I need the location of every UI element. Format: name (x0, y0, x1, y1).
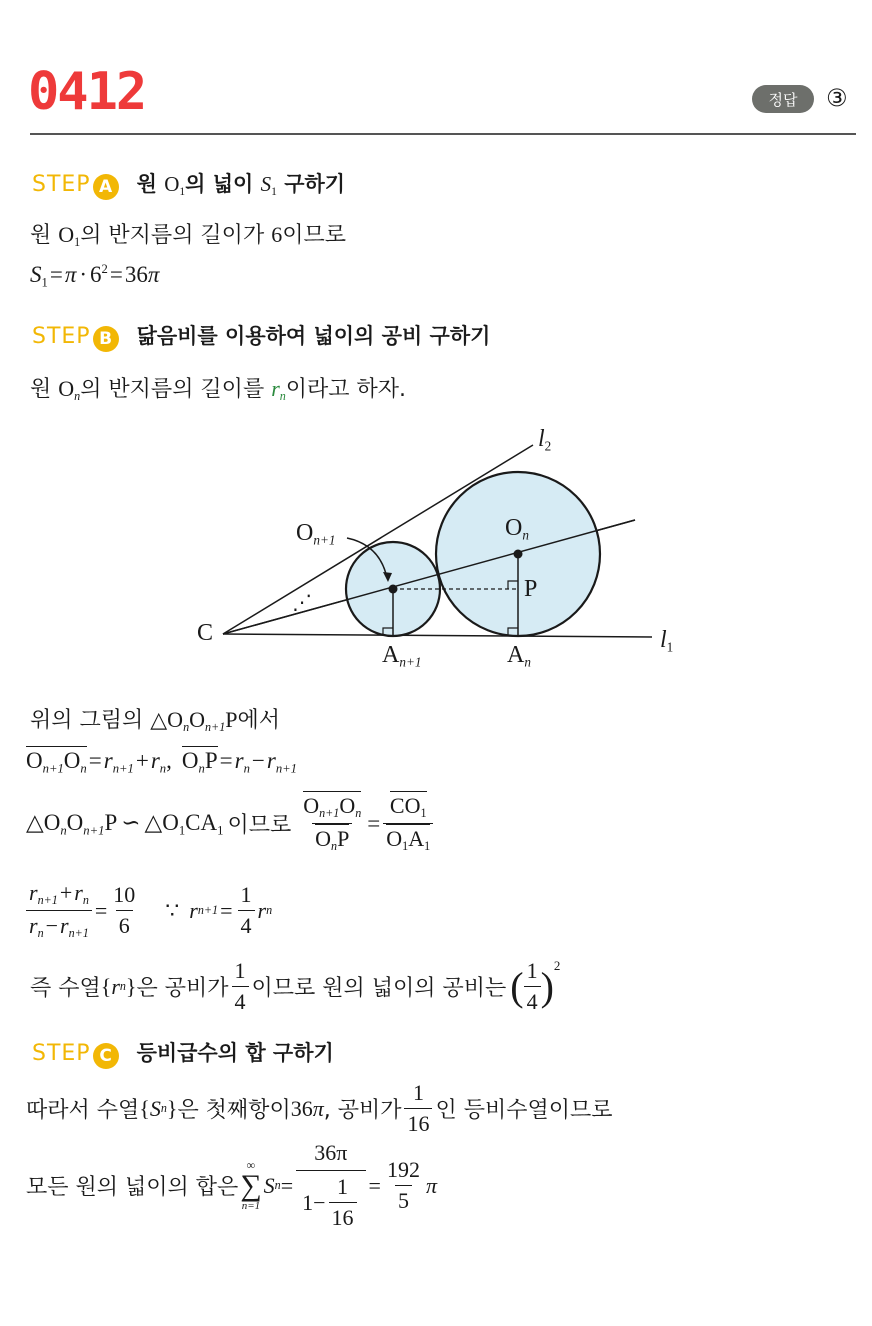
math: O (303, 793, 320, 818)
deriv-line5 (30, 958, 560, 1015)
step-b-badge: B (93, 326, 119, 352)
frac-den: 16 (404, 1108, 432, 1137)
math: O (339, 793, 356, 818)
text: 의 반지름의 길이를 (80, 377, 272, 402)
math-sub: n+1 (68, 926, 89, 941)
sigma-notation (240, 1159, 261, 1212)
step-a-title-text1: 원 (136, 172, 165, 196)
text: 은 첫째항이 (177, 1098, 291, 1123)
diagram-dots: ⋰ (292, 590, 312, 614)
label: l (538, 426, 545, 452)
math-O: O (58, 376, 75, 401)
step-c-badge: C (93, 1043, 119, 1069)
math: O (63, 748, 81, 773)
math-sup: 2 (101, 262, 108, 277)
step-c-heading (32, 1037, 334, 1069)
math-paren: ) (540, 964, 554, 1009)
math-sub: 1 (178, 822, 186, 837)
problem-number: 0412 (28, 62, 146, 122)
sigma-upper: ∞ (246, 1158, 256, 1172)
math-r: r (189, 897, 198, 923)
frac-num: 1 (337, 1174, 349, 1199)
header-divider (30, 133, 856, 135)
math-brace: } (125, 973, 137, 999)
math-sub: n+1 (83, 822, 105, 837)
math-brace: { (100, 973, 112, 999)
math-comma: , (166, 748, 172, 773)
frac-den: 5 (395, 1185, 412, 1214)
frac-num: 1 (234, 958, 246, 983)
frac-num (26, 880, 92, 910)
frac-num: 1 (412, 1080, 424, 1105)
math-S: S (30, 262, 42, 287)
math-sub: n+1 (112, 761, 134, 776)
step-a-line2 (30, 262, 159, 290)
label: O (296, 520, 314, 546)
math-sub: n (37, 926, 44, 941)
math-sub: n+1 (275, 761, 297, 776)
math-pi: π (425, 1172, 437, 1198)
math: O (66, 809, 84, 835)
sigma-lower: n=1 (241, 1200, 261, 1212)
math-r: r (60, 913, 69, 939)
math-r: r (111, 973, 120, 999)
math-r: r (74, 880, 83, 905)
step-c-label: STEP (32, 1041, 91, 1066)
math-sub: 1 (217, 822, 224, 837)
sum-fraction (296, 1140, 365, 1231)
frac-den: 4 (238, 910, 255, 939)
step-a-title-S: S (260, 172, 272, 196)
math-num: 6 (90, 262, 102, 287)
fraction-1-4 (238, 882, 255, 939)
math: P (337, 826, 350, 852)
math-sub: n (243, 761, 250, 776)
label-sub: n+1 (399, 654, 422, 670)
math: P (225, 707, 238, 732)
math-eq: = (280, 1172, 294, 1198)
frac-den: 6 (116, 910, 133, 939)
step-c-line2 (26, 1140, 437, 1231)
diagram-label-On (505, 515, 529, 544)
text: 원 (30, 377, 59, 402)
frac-num: 1 (526, 958, 538, 983)
math-eq: = (368, 1172, 381, 1198)
math-dot: · (79, 262, 88, 287)
math-sim: ∽ (121, 809, 141, 835)
line-l1 (223, 634, 652, 637)
text: 즉 수열 (30, 976, 101, 1001)
step-a-title-O: O (164, 172, 180, 196)
text: 은 공비가 (136, 976, 229, 1001)
label-sub: n+1 (313, 532, 336, 548)
similar-triangles (26, 810, 223, 838)
math-sub: n (160, 1101, 167, 1115)
text: 에서 (237, 708, 281, 733)
math-eq: = (220, 897, 233, 923)
math-r: r (234, 748, 244, 773)
math-eq: = (219, 748, 233, 773)
math-num: 6 (271, 222, 283, 247)
frac-num: 192 (386, 1157, 420, 1182)
frac-den (26, 910, 92, 941)
frac-num: 1 (240, 882, 252, 908)
math: P (204, 748, 218, 773)
math-sub: n (183, 720, 190, 735)
math-brace: } (166, 1095, 178, 1121)
fraction-192-5 (384, 1157, 423, 1214)
math-sub: 1 (402, 839, 409, 854)
frac-den (383, 823, 433, 854)
step-b-line1 (30, 372, 406, 404)
math: △O (144, 809, 179, 835)
text: 인 등비수열이므로 (435, 1098, 613, 1123)
math-eq: = (94, 897, 108, 923)
math-sub: n (119, 979, 126, 993)
ratio-fraction-r (26, 880, 92, 941)
answer-value: ③ (826, 84, 848, 112)
step-a-title-text3: 구하기 (276, 172, 346, 196)
math-sub: n (331, 839, 338, 854)
math-sub: n (355, 806, 362, 821)
step-b-heading (32, 320, 490, 352)
math: △O (150, 707, 184, 732)
math-sub: 1 (420, 806, 427, 821)
fraction-1-16 (404, 1080, 432, 1137)
text: 이라고 하자. (285, 377, 407, 402)
math-r: r (266, 748, 276, 773)
answer-badge (752, 85, 814, 113)
text: 모든 원의 넓이의 합은 (26, 1175, 239, 1200)
label-sub: 1 (666, 639, 674, 655)
math-sub: 1 (74, 235, 81, 250)
math-sub: n+1 (205, 720, 226, 735)
deriv-line2 (26, 748, 297, 776)
fraction-10-6 (110, 882, 138, 939)
step-a-title (136, 172, 346, 199)
fraction-1-4 (232, 958, 249, 1015)
ratio-fraction-2 (383, 793, 433, 854)
segment-OnP (181, 746, 218, 776)
text: 이므로 (282, 223, 346, 248)
math-sub: n (274, 1178, 281, 1192)
math-sub: n+1 (319, 806, 340, 821)
step-a-title-sub: 1 (179, 186, 186, 199)
math-eq: = (367, 810, 381, 836)
math-sub: n+1 (37, 893, 58, 908)
math-r: r (150, 748, 160, 773)
math-sub: n+1 (42, 761, 64, 776)
math: △O (26, 809, 61, 835)
step-a-title-sub2: 1 (271, 186, 277, 199)
diagram-label-An1 (382, 642, 421, 671)
text: 위의 그림의 (30, 708, 151, 733)
sigma: ∑ (240, 1169, 262, 1202)
math-sub: n (279, 389, 286, 404)
math: O (315, 826, 332, 852)
step-a-line1 (30, 218, 346, 250)
diagram-label-C: C (197, 620, 214, 646)
math-sub: n (80, 761, 87, 776)
math-sub: n+1 (197, 903, 219, 918)
math-O: O (58, 222, 75, 247)
math: O (386, 826, 403, 852)
step-a-title-text2: 의 넓이 (185, 172, 261, 196)
math-S: S (149, 1095, 161, 1121)
math: P (104, 809, 118, 835)
math: O (181, 748, 199, 773)
math-sub: 1 (41, 275, 48, 290)
frac-num: 10 (113, 882, 136, 908)
deriv-line3 (26, 793, 436, 854)
math-eq: = (109, 262, 123, 287)
fraction-1-4-squared (524, 958, 541, 1015)
math-num: 36 (124, 262, 148, 287)
diagram-label-P: P (524, 576, 538, 602)
diagram-label-l1 (660, 627, 673, 656)
math-num: 36 (290, 1095, 313, 1121)
math-sub: n (159, 761, 167, 776)
text: 이므로 (227, 813, 292, 839)
label: O (505, 515, 523, 541)
diagram-label-l2 (538, 426, 551, 455)
frac-den: 4 (232, 986, 249, 1015)
diagram-label-An (507, 642, 531, 671)
step-a-heading (32, 168, 345, 200)
math-paren: ( (510, 964, 524, 1009)
math-eq: = (88, 748, 102, 773)
math-op: + (135, 748, 149, 773)
ratio-fraction-1 (300, 793, 364, 854)
label: A (507, 642, 525, 668)
step-c-line1 (26, 1080, 613, 1137)
label: l (660, 627, 667, 653)
math: A (408, 826, 425, 852)
math: CA (185, 809, 218, 835)
math-brace: { (139, 1095, 150, 1121)
math-sub: 1 (424, 839, 431, 854)
math-r: r (271, 376, 280, 401)
point-On (514, 550, 523, 559)
text: 따라서 수열 (26, 1098, 140, 1123)
segment-On1On (26, 746, 87, 776)
answer-badge-label: 정답 (768, 90, 798, 109)
math-sub: n (198, 761, 205, 776)
math-pi: π (312, 1095, 324, 1121)
math-sup: 2 (553, 958, 561, 973)
math-r: r (103, 748, 113, 773)
math-r: r (29, 880, 38, 905)
math-eq: = (49, 262, 63, 287)
math: CO (389, 793, 421, 818)
point-On1 (389, 585, 398, 594)
math-op: − (45, 913, 59, 939)
step-a-label: STEP (32, 172, 91, 197)
math-sub: n (74, 389, 81, 404)
math: 1− (302, 1189, 326, 1215)
math: O (26, 748, 43, 773)
math-S: S (263, 1172, 275, 1198)
label: A (382, 642, 400, 668)
fraction-1-16 (329, 1174, 357, 1231)
frac-num (387, 793, 430, 823)
frac-num: 36π (314, 1140, 348, 1165)
text: 의 반지름의 길이가 (80, 223, 272, 248)
diagram-label-On1 (296, 520, 335, 549)
math-sub: n (266, 903, 273, 918)
text: , 공비가 (323, 1098, 402, 1123)
text: 이므로 원의 넓이의 공비는 (251, 976, 507, 1001)
math-r: r (257, 897, 267, 923)
step-b-title: 닮음비를 이용하여 넓이의 공비 구하기 (136, 324, 491, 348)
frac-den: 4 (524, 986, 541, 1015)
deriv-line4 (26, 880, 272, 941)
frac-den (296, 1170, 365, 1231)
label-sub: n (522, 527, 529, 543)
math-pi: π (147, 262, 160, 287)
math-pi: π (64, 262, 77, 287)
label-sub: 2 (544, 438, 552, 454)
step-a-badge: A (93, 174, 119, 200)
math-sub: n (60, 822, 67, 837)
geometry-diagram (0, 410, 872, 680)
math-because: ∵ (165, 897, 180, 923)
math: O (189, 707, 205, 732)
frac-den (312, 823, 352, 854)
math-sub: n (82, 893, 89, 908)
frac-den: 16 (329, 1202, 357, 1231)
step-b-label: STEP (32, 324, 91, 349)
math-r: r (29, 913, 38, 939)
step-c-title: 등비급수의 합 구하기 (136, 1041, 334, 1065)
text: 원 (30, 223, 59, 248)
math-op: + (59, 880, 73, 905)
math-op: − (251, 748, 265, 773)
label-sub: n (524, 654, 531, 670)
frac-num (300, 793, 364, 823)
deriv-line1 (30, 703, 280, 735)
